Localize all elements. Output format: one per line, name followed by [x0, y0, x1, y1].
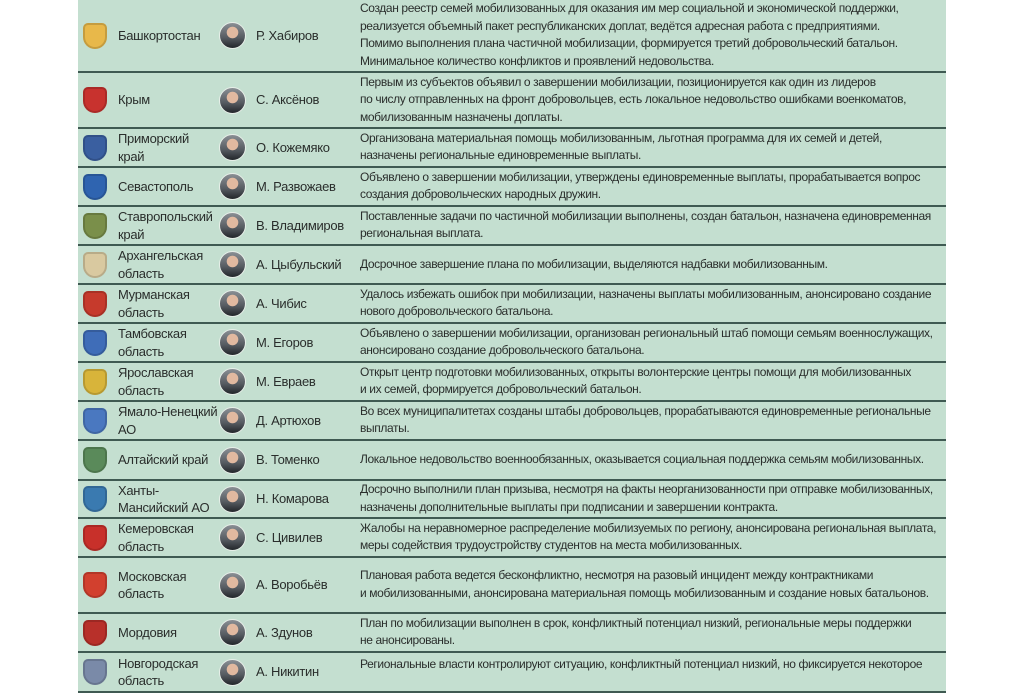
table-row [78, 129, 946, 168]
description-line: Локальное недовольство военнообязанных, оказывается социальная поддержка семьям мобилизованных. [360, 452, 924, 467]
region-name-line: Приморский [118, 131, 189, 146]
governor-name: А. Здунов [256, 624, 313, 640]
region-name-line: Севастополь [118, 178, 194, 194]
governor-name: М. Развожаев [256, 178, 336, 194]
description-line: Плановая работа ведется бесконфликтно, несмотря на разовый инцидент между контрактниками [360, 568, 874, 583]
description-line: по числу отправленных на фронт добровольцев, есть локальное недовольство ошибками военкоматов, [360, 92, 907, 107]
description-line: и их семей, формируется добровольческий батальон. [360, 382, 642, 397]
region-emblem-icon [83, 23, 107, 49]
region-emblem-icon [83, 408, 107, 434]
status-description [360, 208, 945, 243]
description-line: Объявлено о завершении мобилизации, утверждены единовременные выплаты, прорабатывается вопрос [360, 169, 921, 184]
governor-photo [219, 290, 246, 317]
region-name [118, 568, 218, 603]
table-row [78, 0, 946, 73]
description-line: Минимальное количество конфликтов и проявлений недовольства. [360, 54, 714, 69]
region-name [118, 482, 218, 517]
governor-photo [219, 22, 246, 49]
region-name-line: область [118, 265, 165, 281]
region-name-line: Ханты- [118, 482, 159, 498]
governor-name: А. Чибис [256, 295, 307, 311]
governor-photo [219, 524, 246, 551]
region-name [118, 286, 218, 321]
region-emblem-icon [83, 174, 107, 200]
region-name-line: область [118, 538, 165, 554]
status-description [360, 656, 945, 674]
region-emblem-icon [83, 252, 107, 278]
region-name-line: Тамбовская [118, 326, 187, 341]
region-name [118, 91, 218, 109]
region-emblem-icon [83, 213, 107, 239]
table-row [78, 324, 946, 363]
region-name [118, 403, 218, 438]
region-emblem-icon [83, 659, 107, 685]
governor-name: В. Владимиров [256, 217, 344, 233]
governor-photo [219, 212, 246, 239]
description-line: не анонсированы. [360, 633, 455, 648]
description-line: Помимо выполнения плана частичной мобилизации, формируется третий добровольческий батальон. [360, 36, 898, 51]
governor-photo [219, 407, 246, 434]
table-row [78, 73, 946, 129]
region-name-line: Мансийский АО [118, 500, 210, 515]
region-name [118, 247, 218, 282]
description-line: меры содействия трудоустройству студентов на места мобилизованных. [360, 538, 742, 553]
region-name-line: край [118, 148, 145, 164]
description-line: региональная выплата. [360, 226, 484, 241]
description-line: назначены региональные единовременные выплаты. [360, 148, 641, 163]
status-description [360, 325, 945, 360]
region-name-line: Башкортостан [118, 27, 201, 43]
description-line: Досрочно выполнили план призыва, несмотря на факты неорганизованности при отправке мобилизованных, [360, 482, 933, 497]
table-row [78, 246, 946, 285]
governor-photo [219, 619, 246, 646]
region-name [118, 520, 218, 555]
description-line: мобилизованным назначены доплаты. [360, 109, 563, 124]
status-description [360, 74, 945, 127]
region-name-line: Алтайский край [118, 452, 209, 468]
governor-photo [219, 572, 246, 599]
description-line: назначены дополнительные выплаты при подписании и завершении контракта. [360, 499, 778, 514]
governor-photo [219, 173, 246, 200]
description-line: анонсировано создание добровольческого батальона. [360, 343, 645, 358]
description-line: Региональные власти контролируют ситуацию, конфликтный потенциал низкий, но фиксируется некоторое [360, 657, 923, 671]
region-name-line: АО [118, 421, 136, 437]
region-name-line: край [118, 226, 145, 242]
region-emblem-icon [83, 135, 107, 161]
region-name-line: Новгородская [118, 655, 199, 671]
region-name-line: Ставропольский [118, 209, 213, 224]
region-name-line: область [118, 586, 165, 601]
table-row [78, 653, 946, 693]
governor-name: М. Евраев [256, 373, 316, 389]
description-line: Удалось избежать ошибок при мобилизации, назначены выплаты мобилизованным, анонсировано создание [360, 286, 932, 301]
region-name-line: Московская [118, 568, 187, 584]
table-row [78, 614, 946, 653]
table-row [78, 441, 946, 481]
governor-photo [219, 251, 246, 278]
governor-name: С. Цивилев [256, 529, 323, 545]
status-description [360, 286, 945, 321]
region-emblem-icon [83, 572, 107, 598]
description-line: и мобилизованными, анонсирована материальная помощь мобилизованным и создание новых батальонов. [360, 585, 929, 600]
status-description [360, 169, 945, 204]
governor-name: М. Егоров [256, 334, 314, 350]
description-line: Жалобы на неравномерное распределение мобилизуемых по региону, анонсирована региональная выплата, [360, 520, 937, 535]
region-name [118, 178, 218, 196]
table-row [78, 285, 946, 324]
governor-photo [219, 447, 246, 474]
table-row [78, 481, 946, 519]
region-emblem-icon [83, 291, 107, 317]
governor-photo [219, 486, 246, 513]
region-name [118, 325, 218, 360]
description-line: выплаты. [360, 421, 410, 436]
region-name-line: область [118, 673, 165, 688]
region-name-line: область [118, 382, 165, 398]
region-name [118, 130, 218, 165]
table-row [78, 519, 946, 558]
description-line: Поставленные задачи по частичной мобилизации выполнены, создан батальон, назначена единовременная [360, 208, 931, 223]
region-name-line: Ямало-Ненецкий [118, 404, 218, 419]
description-line: Создан реестр семей мобилизованных для оказания им мер социальной и экономической поддержки, [360, 1, 899, 16]
table-row [78, 363, 946, 402]
region-name-line: Крым [118, 92, 150, 108]
governor-name: Р. Хабиров [256, 27, 319, 43]
region-emblem-icon [83, 369, 107, 395]
description-line: Объявлено о завершении мобилизации, организован региональный штаб помощи семьям военнослужащих, [360, 325, 933, 340]
status-description [360, 451, 945, 469]
status-description [360, 567, 945, 602]
region-name-line: Кемеровская [118, 521, 194, 536]
description-line: Открыт центр подготовки мобилизованных, открыты волонтерские центры помощи для мобилизованных [360, 364, 911, 379]
governor-name: Д. Артюхов [256, 412, 321, 428]
governor-photo [219, 134, 246, 161]
region-emblem-icon [83, 447, 107, 473]
region-name [118, 624, 218, 642]
region-name-line: Ярославская [118, 365, 194, 380]
governor-name: А. Воробьёв [256, 577, 328, 592]
status-description [360, 130, 945, 165]
description-line: Организована материальная помощь мобилизованным, льготная программа для их семей и детей, [360, 130, 882, 145]
region-name-line: Мурманская [118, 287, 190, 302]
governor-photo [219, 87, 246, 114]
status-description [360, 364, 945, 399]
table-row [78, 168, 946, 207]
description-line: План по мобилизации выполнен в срок, конфликтный потенциал низкий, региональные меры поддержки [360, 615, 912, 630]
region-emblem-icon [83, 620, 107, 646]
governor-name: Н. Комарова [256, 491, 329, 506]
region-emblem-icon [83, 330, 107, 356]
region-emblem-icon [83, 87, 107, 113]
table-row [78, 207, 946, 246]
description-line: Во всех муниципалитетах созданы штабы добровольцев, прорабатываются единовременные региональные [360, 403, 931, 418]
description-line: создания добровольческих народных дружин. [360, 187, 601, 202]
governor-photo [219, 368, 246, 395]
governor-name: В. Томенко [256, 452, 320, 467]
status-description [360, 256, 945, 274]
region-name-line: Архангельская [118, 248, 203, 263]
description-line: реализуется объемный пакет республиканских доплат, ведётся адресная работа с предприятиями. [360, 18, 880, 33]
status-description [360, 403, 945, 438]
region-name [118, 364, 218, 399]
status-description [360, 481, 945, 516]
status-description [360, 0, 945, 70]
governor-name: А. Никитин [256, 664, 319, 679]
status-description [360, 520, 945, 555]
table-row [78, 558, 946, 614]
table-row [78, 402, 946, 441]
region-name-line: область [118, 304, 165, 320]
description-line: Досрочное завершение плана по мобилизации, выделяются надбавки мобилизованным. [360, 256, 828, 271]
region-name-line: Мордовия [118, 624, 177, 640]
governor-photo [219, 659, 246, 686]
governor-name: С. Аксёнов [256, 92, 320, 107]
governor-name: О. Кожемяко [256, 139, 330, 155]
region-name [118, 655, 218, 690]
governors-table [78, 0, 946, 693]
region-name-line: область [118, 343, 165, 359]
description-line: нового добровольческого батальона. [360, 304, 554, 319]
governor-photo [219, 329, 246, 356]
status-description [360, 615, 945, 650]
description-line: Первым из субъектов объявил о завершении мобилизации, позиционируется как один из лидеров [360, 74, 876, 89]
region-name [118, 27, 218, 45]
region-name [118, 451, 218, 469]
region-emblem-icon [83, 486, 107, 512]
region-name [118, 208, 218, 243]
governor-name: А. Цыбульский [256, 256, 342, 272]
region-emblem-icon [83, 525, 107, 551]
